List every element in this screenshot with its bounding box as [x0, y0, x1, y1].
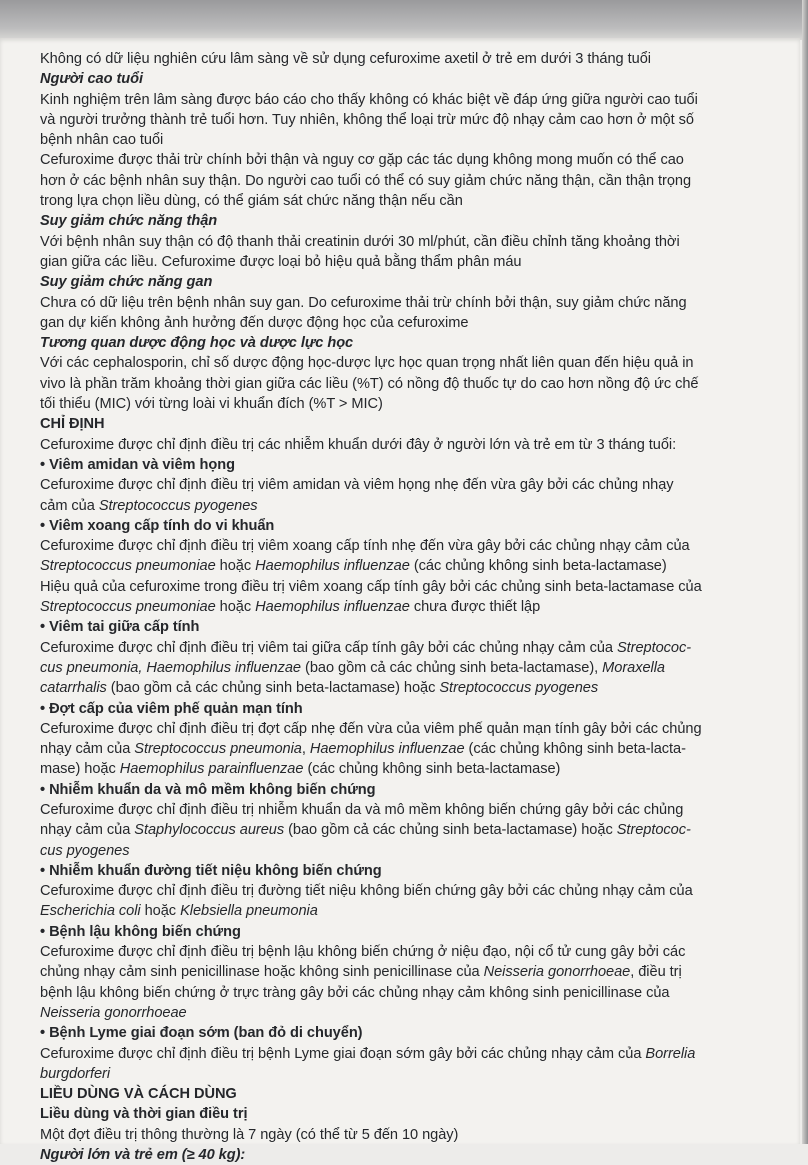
- text-run: chưa được thiết lập: [409, 599, 541, 616]
- subheading: [40, 333, 768, 353]
- italic-term: Staphylococcus aureus: [134, 822, 285, 839]
- paragraph-line: [40, 678, 768, 698]
- text-run: Cefuroxime được chỉ định điều trị bệnh Lyme giai đoạn sớm gây bởi các chủng nhạy cảm của: [40, 1045, 646, 1062]
- italic-term: Neisseria gonorrhoeae: [40, 1004, 187, 1021]
- paragraph-line: [40, 983, 768, 1003]
- text-run: hoặc: [215, 558, 256, 575]
- text-run: Cefuroxime được chỉ định điều trị bệnh lậu không biến chứng ở niệu đạo, nội cổ tử cung gây bởi các: [40, 944, 686, 961]
- text-run: Cefuroxime được chỉ định điều trị viêm xoang cấp tính nhẹ đến vừa gây bởi các chủng nhạy cảm của: [40, 538, 690, 555]
- text-run: Tương quan dược động học và dược lực học: [40, 335, 354, 352]
- paragraph-line: [40, 820, 768, 840]
- paragraph-line: [40, 475, 768, 495]
- paragraph-line: [40, 232, 768, 252]
- paragraph-line: [40, 901, 768, 921]
- text-run: (bao gồm cả các chủng sinh beta-lactamase),: [301, 659, 603, 676]
- text-run: Cefuroxime được thải trừ chính bởi thận và nguy cơ gặp các tác dụng không mong muốn có thể cao: [40, 152, 684, 169]
- paragraph-line: [40, 759, 768, 779]
- text-run: gan dự kiến không ảnh hưởng đến dược động học của cefuroxime: [40, 314, 469, 331]
- text-run: CHỈ ĐỊNH: [40, 416, 105, 433]
- text-run: Cefuroxime được chỉ định điều trị nhiễm khuẩn da và mô mềm không biến chứng gây bởi các chủng: [40, 801, 684, 818]
- paragraph-line: [40, 130, 768, 150]
- italic-term: Streptococ-: [616, 822, 691, 839]
- paragraph-line: [40, 719, 768, 739]
- paragraph-line: [40, 556, 768, 576]
- bullet-heading: [40, 617, 768, 637]
- italic-term: Haemophilus influenzae: [255, 558, 410, 575]
- bullet-heading: [40, 922, 768, 942]
- paragraph-line: [40, 881, 768, 901]
- paragraph-line: [40, 496, 768, 516]
- section-heading: [40, 1084, 768, 1104]
- paragraph-line: [40, 942, 768, 962]
- text-run: , điều trị: [630, 964, 682, 981]
- text-run: Cefuroxime được chỉ định điều trị đường tiết niệu không biến chứng gây bởi các chủng nhạy cảm của: [40, 883, 693, 900]
- italic-term: Streptococcus pneumoniae: [40, 558, 216, 575]
- text-run: (bao gồm cả các chủng sinh beta-lactamase) hoặc: [284, 822, 617, 839]
- text-run: Chưa có dữ liệu trên bệnh nhân suy gan. Do cefuroxime thải trừ chính bởi thận, suy giảm chức năng: [40, 294, 687, 311]
- italic-term: Escherichia coli: [40, 903, 141, 920]
- text-run: vivo là phần trăm khoảng thời gian giữa các liều (%T) có nồng độ thuốc tự do cao hơn nồng độ ức chế: [40, 375, 699, 392]
- italic-term: Neisseria gonorrhoeae: [483, 964, 631, 981]
- text-run: Cefuroxime được chỉ định điều trị đợt cấp nhẹ đến vừa của viêm phế quản mạn tính gây bởi các chủng: [40, 720, 702, 737]
- paragraph-line: [40, 577, 768, 597]
- text-run: cảm của: [40, 497, 99, 514]
- paragraph-line: [40, 150, 768, 170]
- paragraph-line: [40, 962, 768, 982]
- subheading: [40, 211, 768, 231]
- bullet-heading: [40, 455, 768, 475]
- text-run: ,: [301, 741, 310, 758]
- italic-term: burgdorferi: [40, 1065, 111, 1082]
- text-run: • Đợt cấp của viêm phế quản mạn tính: [40, 700, 303, 717]
- subheading: [40, 69, 768, 89]
- text-run: (bao gồm cả các chủng sinh beta-lactamase) hoặc: [106, 680, 440, 697]
- text-run: • Viêm amidan và viêm họng: [40, 456, 235, 473]
- paragraph-line: [40, 252, 768, 272]
- paragraph-line: [40, 110, 768, 130]
- text-run: bệnh nhân cao tuổi: [40, 132, 164, 149]
- paragraph-line: [40, 49, 768, 69]
- italic-term: Streptococ-: [616, 639, 692, 656]
- bullet-heading: [40, 861, 768, 881]
- paragraph-line: [40, 536, 768, 556]
- text-run: và người trưởng thành trẻ tuổi hơn. Tuy nhiên, không thể loại trừ mức độ nhạy cảm cao hơn ở một số: [40, 111, 694, 128]
- text-run: LIỀU DÙNG VÀ CÁCH DÙNG: [40, 1086, 237, 1103]
- text-run: Không có dữ liệu nghiên cứu lâm sàng về sử dụng cefuroxime axetil ở trẻ em dưới 3 tháng tuổi: [40, 51, 651, 67]
- text-run: (các chủng không sinh beta-lactamase): [409, 558, 667, 575]
- paragraph-line: [40, 191, 768, 211]
- text-run: Với bệnh nhân suy thận có độ thanh thải creatinin dưới 30 ml/phút, cần điều chỉnh tăng khoảng thời: [40, 233, 680, 250]
- bullet-heading: [40, 516, 768, 536]
- text-run: nhạy cảm của: [40, 741, 135, 758]
- text-run: Cefuroxime được chỉ định điều trị viêm tai giữa cấp tính gây bởi các chủng nhạy cảm của: [40, 639, 617, 656]
- bullet-heading: [40, 780, 768, 800]
- text-run: • Viêm tai giữa cấp tính: [40, 619, 200, 636]
- text-run: tối thiểu (MIC) với từng loài vi khuẩn đích (%T > MIC): [40, 396, 383, 413]
- text-run: Suy giảm chức năng gan: [40, 274, 213, 291]
- text-run: • Bệnh lậu không biến chứng: [40, 923, 241, 940]
- paragraph-line: [40, 171, 768, 191]
- paragraph-line: [40, 313, 768, 333]
- paragraph-line: [40, 90, 768, 110]
- text-run: • Nhiễm khuẩn đường tiết niệu không biến chứng: [40, 862, 382, 879]
- paragraph-line: [40, 1003, 768, 1023]
- text-run: Cefuroxime được chỉ định điều trị các nhiễm khuẩn dưới đây ở người lớn và trẻ em từ 3 tháng tuổi:: [40, 436, 677, 453]
- paragraph-line: [40, 374, 768, 394]
- subheading: [40, 272, 768, 292]
- italic-term: Haemophilus influenzae: [309, 741, 465, 758]
- text-run: trong lựa chọn liều dùng, có thể giám sát chức năng thận nếu cần: [40, 193, 463, 210]
- text-run: Hiệu quả của cefuroxime trong điều trị viêm xoang cấp tính gây bởi các chủng sinh beta-lactamase của: [40, 578, 702, 595]
- text-run: Kinh nghiệm trên lâm sàng được báo cáo cho thấy không có khác biệt về đáp ứng giữa người cao tuổi: [40, 91, 698, 108]
- paragraph-line: [40, 658, 768, 678]
- section-heading: [40, 414, 768, 434]
- bullet-heading: [40, 1023, 768, 1043]
- italic-term: Haemophilus influenzae: [255, 599, 410, 616]
- italic-term: Klebsiella pneumonia: [180, 903, 318, 920]
- italic-term: cus pyogenes: [40, 842, 130, 859]
- page-top-shadow: [0, 0, 808, 40]
- italic-term: catarrhalis: [40, 680, 107, 697]
- italic-term: cus pneumonia, Haemophilus influenzae: [40, 659, 302, 676]
- italic-term: Streptococcus pneumoniae: [40, 599, 216, 616]
- paragraph-line: [40, 394, 768, 414]
- italic-term: Streptococcus pyogenes: [439, 680, 599, 697]
- text-run: Với các cephalosporin, chỉ số dược động học-dược lực học quan trọng nhất liên quan đến hiệu quả in: [40, 355, 694, 372]
- paragraph-line: [40, 435, 768, 455]
- text-run: Suy giảm chức năng thận: [40, 213, 218, 230]
- text-run: gian giữa các liều. Cefuroxime được loại bỏ hiệu quả bằng thẩm phân máu: [40, 253, 522, 270]
- paragraph-line: [40, 638, 768, 658]
- text-run: chủng nhạy cảm sinh penicillinase hoặc không sinh penicillinase của: [40, 964, 484, 981]
- paragraph-line: [40, 1064, 768, 1084]
- text-run: hoặc: [140, 903, 181, 920]
- italic-term: Streptococcus pyogenes: [98, 497, 258, 514]
- text-run: Cefuroxime được chỉ định điều trị viêm amidan và viêm họng nhẹ đến vừa gây bởi các chủng nhạy: [40, 477, 674, 494]
- italic-term: Streptococcus pneumonia: [134, 741, 302, 758]
- text-run: hoặc: [215, 599, 256, 616]
- text-run: nhạy cảm của: [40, 822, 135, 839]
- text-run: Người lớn và trẻ em (≥ 40 kg):: [40, 1147, 246, 1164]
- paragraph-line: [40, 353, 768, 373]
- text-run: • Nhiễm khuẩn da và mô mềm không biến chứng: [40, 781, 376, 798]
- italic-term: Moraxella: [602, 659, 665, 676]
- paragraph-line: [40, 1125, 768, 1145]
- text-run: Liều dùng và thời gian điều trị: [40, 1106, 248, 1123]
- section-heading: [40, 1104, 768, 1124]
- text-run: Một đợt điều trị thông thường là 7 ngày (có thể từ 5 đến 10 ngày): [40, 1126, 459, 1143]
- text-run: (các chủng không sinh beta-lacta-: [464, 741, 686, 758]
- italic-term: Borrelia: [645, 1045, 696, 1062]
- paragraph-line: [40, 597, 768, 617]
- page-edge: [802, 0, 808, 1144]
- text-run: (các chủng không sinh beta-lactamase): [303, 761, 561, 778]
- text-run: • Viêm xoang cấp tính do vi khuẩn: [40, 517, 275, 534]
- bullet-heading: [40, 699, 768, 719]
- text-run: mase) hoặc: [40, 761, 120, 778]
- paragraph-line: [40, 800, 768, 820]
- document-text: [40, 49, 768, 1165]
- text-run: • Bệnh Lyme giai đoạn sớm (ban đỏ di chuyển): [40, 1025, 363, 1042]
- text-run: Người cao tuổi: [40, 71, 144, 88]
- subheading: [40, 1145, 768, 1165]
- italic-term: Haemophilus parainfluenzae: [119, 761, 304, 778]
- text-run: hơn ở các bệnh nhân suy thận. Do người cao tuổi có thể có suy giảm chức năng thận, cần thận trọng: [40, 172, 692, 189]
- paragraph-line: [40, 293, 768, 313]
- paragraph-line: [40, 841, 768, 861]
- text-run: bệnh lậu không biến chứng ở trực tràng gây bởi các chủng nhạy cảm không sinh penicillinase của: [40, 984, 670, 1001]
- paragraph-line: [40, 739, 768, 759]
- paragraph-line: [40, 1044, 768, 1064]
